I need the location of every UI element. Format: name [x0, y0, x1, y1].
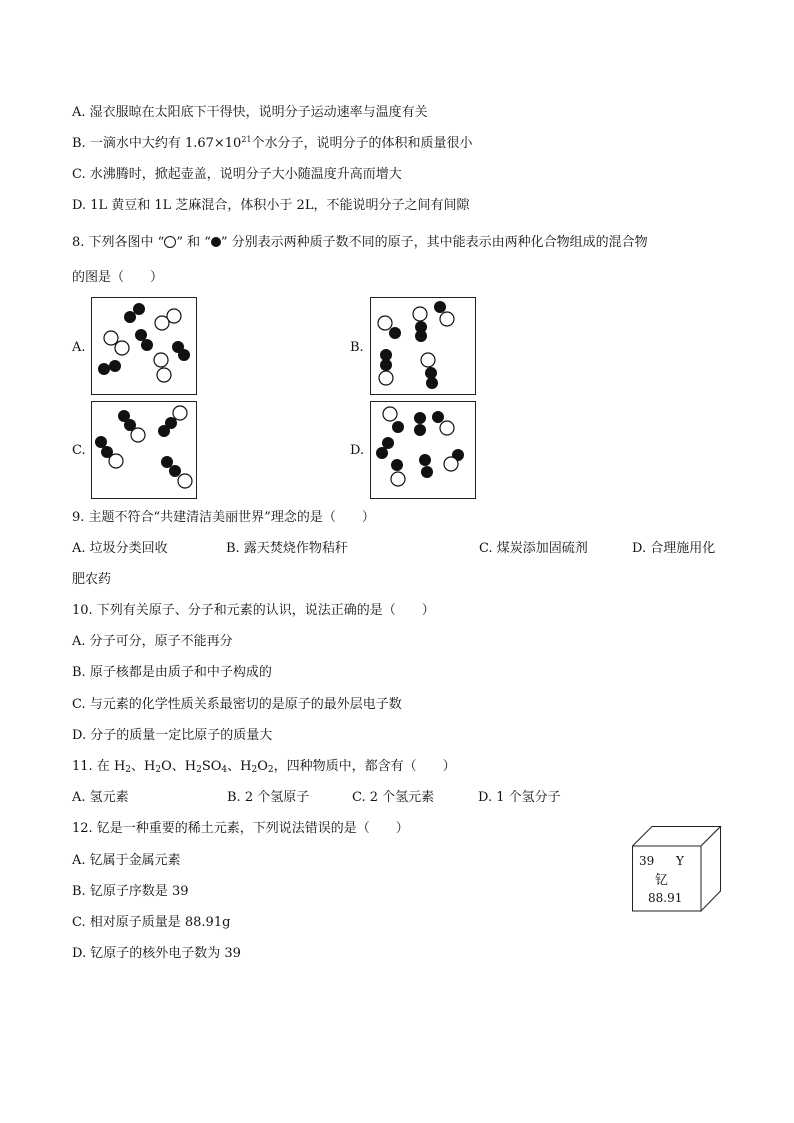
q8-diagram-c	[91, 401, 197, 499]
q11-subscript: 2	[125, 765, 132, 775]
q8-diagram-a	[91, 297, 197, 395]
q11-subscript: 2	[251, 765, 258, 775]
q7-option-b-pre: B. 一滴水中大约有 1.67×10	[72, 136, 242, 151]
q11-stem-part: O	[257, 759, 268, 774]
hollow-atom	[440, 312, 454, 326]
solid-atom	[392, 421, 404, 433]
q12-option-d: D. 钇原子的核外电子数为 39	[72, 946, 241, 961]
solid-atom	[169, 465, 181, 477]
solid-atom	[141, 339, 153, 351]
q8-stem-part2: ” 和 “	[176, 235, 211, 250]
q10-option-b: B. 原子核都是由质子和中子构成的	[72, 665, 272, 680]
q7-option-a: A. 湿衣服晾在太阳底下干得快，说明分子运动速率与温度有关	[72, 105, 428, 120]
q9-option-a: A. 垃圾分类回收	[72, 541, 168, 556]
solid-atom	[133, 303, 145, 315]
q8-diagram-d	[370, 401, 476, 499]
q11-stem-part: SO	[201, 759, 222, 774]
hollow-circle-icon	[164, 236, 176, 248]
q10-option-a: A. 分子可分，原子不能再分	[72, 634, 233, 649]
q8-diagram-d-figure	[371, 402, 475, 498]
solid-atom	[95, 436, 107, 448]
q11-option-b: B. 2 个氢原子	[227, 790, 310, 805]
q10-option-d: D. 分子的质量一定比原子的质量大	[72, 728, 273, 743]
q8-stem-part3: ” 分别表示两种质子数不同的原子，其中能表示由两种化合物组成的混合物	[220, 235, 648, 250]
q11-subscript: 4	[221, 765, 228, 775]
q8-label-c: C.	[72, 443, 86, 458]
solid-atom	[421, 466, 433, 478]
q8-diagram-c-figure	[92, 402, 196, 498]
q11-stem	[72, 759, 456, 775]
solid-atom	[380, 359, 392, 371]
element-card	[632, 826, 722, 912]
hollow-atom	[104, 331, 118, 345]
q7-option-c: C. 水沸腾时，掀起壶盖，说明分子大小随温度升高而增大	[72, 167, 402, 182]
q9-stem: 9. 主题不符合“共建清洁美丽世界”理念的是（ ）	[72, 510, 375, 525]
q11-stem-part: O、H	[161, 759, 197, 774]
hollow-atom	[391, 472, 405, 486]
q11-stem-part: ，四种物质中，都含有（ ）	[273, 759, 456, 774]
hollow-atom	[379, 371, 393, 385]
hollow-atom	[157, 368, 171, 382]
hollow-atom	[444, 457, 458, 471]
solid-atom	[178, 349, 190, 361]
hollow-atom	[155, 316, 169, 330]
q8-stem	[72, 235, 648, 251]
q12-option-a: A. 钇属于金属元素	[72, 853, 181, 868]
solid-atom	[415, 330, 427, 342]
solid-atom	[426, 377, 438, 389]
q9-option-c: C. 煤炭添加固硫剂	[479, 541, 588, 556]
solid-atom	[135, 329, 147, 341]
element-atomic-number: 39	[639, 854, 655, 868]
solid-atom	[391, 459, 403, 471]
q11-option-a: A. 氢元素	[72, 790, 129, 805]
q11-stem-part: 、H	[131, 759, 156, 774]
hollow-atom	[131, 428, 145, 442]
q10-option-c: C. 与元素的化学性质关系最密切的是原子的最外层电子数	[72, 697, 402, 712]
hollow-atom	[413, 307, 427, 321]
q8-diagram-b	[370, 297, 476, 395]
hollow-atom	[115, 341, 129, 355]
solid-atom	[124, 311, 136, 323]
q7-option-b-exponent: 21	[241, 135, 252, 144]
solid-atom	[161, 456, 173, 468]
hollow-atom	[109, 454, 123, 468]
q7-option-b-post: 个水分子，说明分子的体积和质量很小	[251, 136, 473, 151]
q8-label-a: A.	[72, 340, 86, 355]
solid-atom	[389, 327, 401, 339]
q8-label-b: B.	[350, 340, 364, 355]
solid-atom	[158, 425, 170, 437]
q11-option-c: C. 2 个氢元素	[352, 790, 435, 805]
solid-atom	[414, 412, 426, 424]
solid-atom	[419, 454, 431, 466]
q12-option-c: C. 相对原子质量是 88.91g	[72, 915, 231, 930]
q8-diagram-a-figure	[92, 298, 196, 394]
q8-label-d: D.	[350, 443, 365, 458]
q11-option-d: D. 1 个氢分子	[478, 790, 561, 805]
q8-stem-part1: 8. 下列各图中 “	[72, 235, 165, 250]
hollow-atom	[154, 353, 168, 367]
hollow-atom	[383, 407, 397, 421]
solid-atom	[432, 411, 444, 423]
element-name: 钇	[655, 873, 669, 888]
q8-diagram-b-figure	[371, 298, 475, 394]
q12-option-b: B. 钇原子序数是 39	[72, 884, 189, 899]
element-symbol: Y	[676, 854, 684, 868]
solid-atom	[414, 424, 426, 436]
q9-option-b: B. 露天焚烧作物秸秆	[226, 541, 348, 556]
q11-subscript: 2	[196, 765, 202, 775]
hollow-atom	[178, 474, 192, 488]
q11-stem-part: 11. 在 H	[72, 759, 126, 774]
solid-atom	[98, 363, 110, 375]
hollow-atom	[421, 353, 435, 367]
element-atomic-mass: 88.91	[648, 891, 683, 905]
hollow-atom	[378, 316, 392, 330]
q10-stem: 10. 下列有关原子、分子和元素的认识，说法正确的是（ ）	[72, 603, 435, 618]
q8-stem-line2: 的图是（ ）	[72, 270, 164, 285]
solid-dot-icon	[211, 237, 221, 247]
q9-option-d: D. 合理施用化	[632, 541, 716, 556]
q12-stem: 12. 钇是一种重要的稀土元素，下列说法错误的是（ ）	[72, 821, 409, 836]
q9-option-d-continued: 肥农药	[72, 572, 112, 587]
hollow-atom	[173, 406, 187, 420]
q11-stem-part: 、H	[227, 759, 252, 774]
q7-option-b	[72, 136, 473, 152]
solid-atom	[434, 301, 446, 313]
solid-atom	[109, 360, 121, 372]
q7-option-d: D. 1L 黄豆和 1L 芝麻混合，体积小于 2L，不能说明分子之间有间隙	[72, 198, 470, 213]
q11-subscript: 2	[155, 765, 162, 775]
solid-atom	[376, 447, 388, 459]
q11-subscript: 2	[267, 765, 274, 775]
solid-atom	[382, 437, 394, 449]
hollow-atom	[440, 421, 454, 435]
